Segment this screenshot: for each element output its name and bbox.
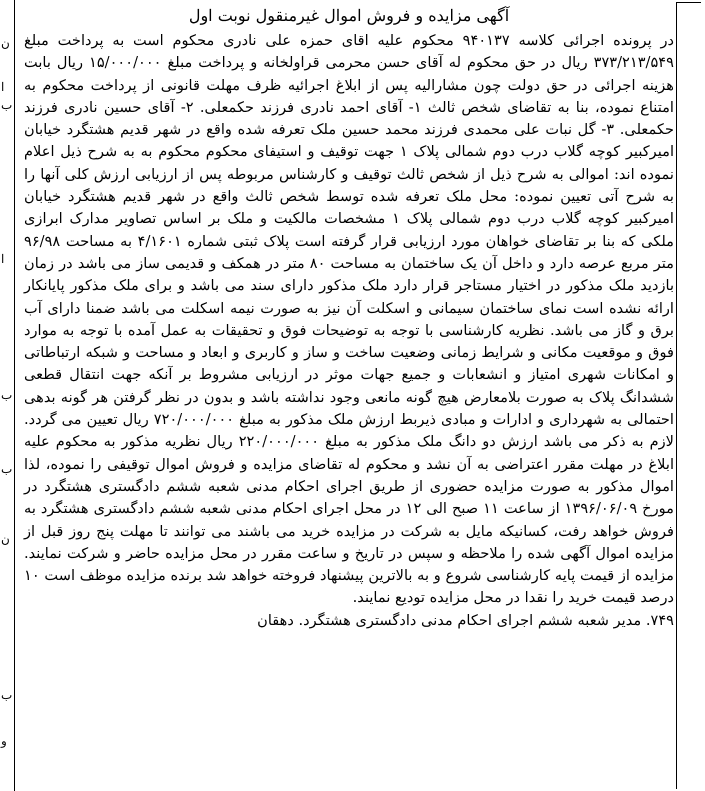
margin-fragment: ا xyxy=(1,80,5,94)
notice-body: در پرونده اجرائی کلاسه ۹۴۰۱۳۷ محکوم علیه اقای حمزه علی نادری محکوم است به پرداخت مبلغ ۳۷۳/۲۱۳/۵۴۹ ریال در حق محکوم له آقای حسن محرمی قراولخانه و پرداخت مبلغ ۱۵/۰۰۰/۰۰۰ ریال بابت هزینه اجرائی در حق دولت چون مشارالیه پس از ابلاغ اجرائیه ظرف مهلت قانونی از پرداخت محکوم به امتناع نموده، بنا به تقاضای شخص ثالث ۱- آقای احمد نادری فرزند حکمعلی. ۲- آقای حسین نادری فرزند حکمعلی. ۳- گل نبات علی محمدی فرزند محمد حسین ملک تعرفه شده واقع در شهر قدیم هشتگرد خیابان امیرکبیر کوچه گلاب درب دوم شمالی پلاک ۱ جهت توقیف و استیفای محکوم محکوم به به شرح ذیل اعلام نموده اند: اموالی به شرح ذیل از شخص ثالث توقیف و کارشناس مربوطه پس از ارزیابی ارزش کلی آنها را به شرح آتی تعیین نموده: محل ملک تعرفه شده توسط شخص ثالث واقع در شهر قدیم هشتگرد خیابان امیرکبیر کوچه گلاب درب دوم شمالی پلاک ۱ مشخصات مالکیت و ملک بر اساس تصاویر مدارک ابرازی ملکی که بنا بر تقاضای خواهان مورد ارزیابی قرار گرفته است پلاک ثبتی شماره ۴/۱۶۰۱ به مساحت ۹۶/۹۸ متر مربع عرصه دارد و داخل آن یک ساختمان به مساحت ۸۰ متر در همکف و قدیمی ساز می باشد در زمان بازدید ملک مذکور در اختیار مستاجر قرار دارد ملک مذکور دارای سند می باشد و برای ملک مذکور پایانکار ارائه نشده است نمای ساختمان سیمانی و اسکلت آن نیز به صورت نیمه اسکلت می باشد ضمنا دارای آب برق و گاز می باشد. نظریه کارشناسی با توجه به توضیحات فوق و تحقیقات به عمل آمده با توجه به موارد فوق و موقعیت مکانی و شرایط زمانی وضعیت ساخت و ساز و کاربری و ابعاد و مساحت و شبکه ارتباطاتی و امکانات شهری امتیاز و انشعابات و جمیع جهات موثر در ارزیابی مشروط بر آنکه جهت انتقال قطعی ششدانگ پلاک به صورت بلامعارض هیچ گونه مانعی وجود نداشته باشد و بدون در نظر گرفتن هر گونه بدهی احتمالی به شهرداری و ادارات و مبادی ذیربط ارزش ملک مذکور به مبلغ ۷۲۰/۰۰۰/۰۰۰ ریال تعیین می گردد. لازم به ذکر می باشد ارزش دو دانگ ملک مذکور به مبلغ ۲۲۰/۰۰۰/۰۰۰ ریال نظریه مذکور به محکوم علیه ابلاغ در مهلت مقرر اعتراضی به آن نشد و محکوم له تقاضای مزایده و فروش اموال توقیفی را نموده، لذا اموال مذکور به صورت مزایده حضوری از طریق اجرای احکام مدنی شعبه ششم دادگستری هشتگرد در مورخ ۱۳۹۶/۰۶/۰۹ از ساعت ۱۱ صبح الی ۱۲ در محل اجرای احکام مدنی شعبه ششم دادگستری هشتگرد به فروش خواهد رفت، کسانیکه مایل به شرکت در مزایده خرید می باشند می توانند تا مهلت پنج روز قبل از مزایده اموال آگهی شده را ملاحظه و سپس در تاریخ و ساعت مقرر در محل مزایده حاضر و شرکت نمایند. مزایده از قیمت پایه کارشناسی شروع و به بالاترین پیشنهاد فروخته خواهد شد برنده مزایده موظف است ۱۰ درصد قیمت خرید را نقدا در محل مزایده تودیع نمایند. xyxy=(24,32,674,607)
adjacent-column-fragment xyxy=(0,0,15,791)
margin-fragment: ب xyxy=(1,688,13,702)
margin-fragment: و xyxy=(1,734,7,748)
column-border xyxy=(676,2,701,789)
auction-notice xyxy=(24,6,674,786)
margin-fragment: ب xyxy=(1,98,13,112)
margin-fragment: ن xyxy=(1,532,10,546)
notice-footer: ۷۴۹. مدیر شعبه ششم اجرای احکام مدنی دادگستری هشتگرد. دهقان xyxy=(257,611,674,629)
notice-title: آگهی مزایده و فروش اموال غیرمنقول نوبت اول xyxy=(188,6,510,25)
margin-fragment: ا xyxy=(1,252,5,266)
margin-fragment: ن xyxy=(1,36,10,50)
margin-fragment: ب xyxy=(1,388,13,402)
margin-fragment: ب xyxy=(1,462,13,476)
